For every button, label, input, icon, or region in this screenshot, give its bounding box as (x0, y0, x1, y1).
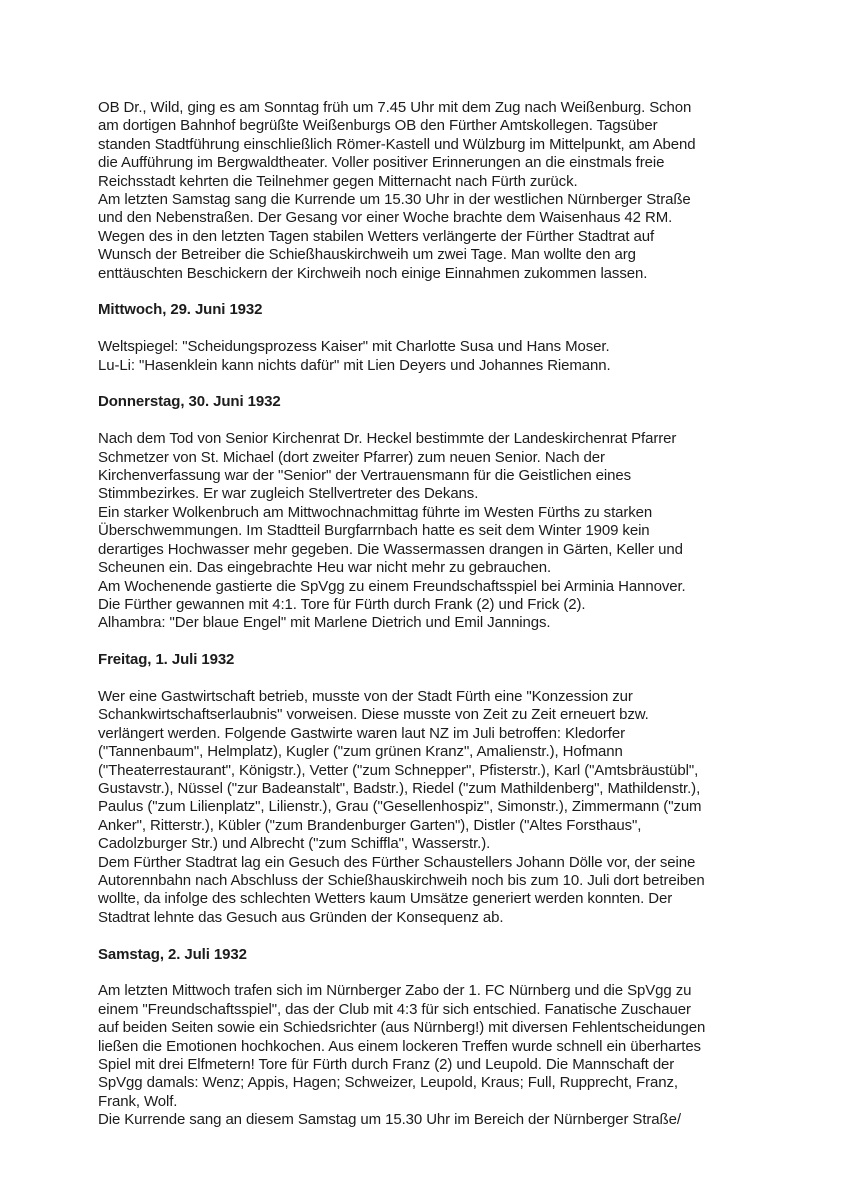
text-line: Autorennbahn nach Abschluss der Schießhauskirchweih noch bis zum 10. Juli dort betreiben (98, 871, 705, 889)
text-line: Am Wochenende gastierte die SpVgg zu einem Freundschaftsspiel bei Arminia Hannover. (98, 577, 686, 595)
text-line: Wegen des in den letzten Tagen stabilen Wetters verlängerte der Fürther Stadtrat auf (98, 227, 655, 245)
text-line: Am letzten Samstag sang die Kurrende um 15.30 Uhr in der westlichen Nürnberger Straße (98, 191, 691, 209)
text-line: SpVgg damals: Wenz; Appis, Hagen; Schweizer, Leupold, Kraus; Full, Rupprecht, Franz, (98, 1074, 678, 1092)
text-line: Anker", Ritterstr.), Kübler ("zum Brandenburger Garten"), Distler ("Altes Forsthaus", (98, 816, 642, 834)
text-line: Frank, Wolf. (98, 1092, 178, 1110)
text-line: Lu-Li: "Hasenklein kann nichts dafür" mit Lien Deyers und Johannes Riemann. (98, 356, 611, 374)
text-line: Überschwemmungen. Im Stadtteil Burgfarrnbach hatte es seit dem Winter 1909 kein (98, 522, 650, 540)
text-line: Weltspiegel: "Scheidungsprozess Kaiser" mit Charlotte Susa und Hans Moser. (98, 338, 610, 356)
text-line: Am letzten Mittwoch trafen sich im Nürnberger Zabo der 1. FC Nürnberg und die SpVgg zu (98, 982, 692, 1000)
text-line: Schankwirtschaftserlaubnis" vorweisen. Diese musste von Zeit zu Zeit erneuert bzw. (98, 706, 649, 724)
text-line: Gustavstr.), Nüssel ("zur Badeanstalt", Badstr.), Riedel ("zum Mathildenberg", Mathildenstr.), (98, 779, 701, 797)
text-line: einem "Freundschaftsspiel", das der Club mit 4:3 für sich entschied. Fanatische Zuschauer (98, 1000, 691, 1018)
section-heading-donnerstag-30-juni-1932: Donnerstag, 30. Juni 1932 (98, 393, 281, 411)
text-line: Die Kurrende sang an diesem Samstag um 15.30 Uhr im Bereich der Nürnberger Straße/ (98, 1111, 681, 1129)
text-line: Dem Fürther Stadtrat lag ein Gesuch des Fürther Schaustellers Johann Dölle vor, der seine (98, 853, 696, 871)
text-line: Schmetzer von St. Michael (dort zweiter Pfarrer) zum neuen Senior. Nach der (98, 448, 605, 466)
text-line: enttäuschten Beschickern der Kirchweih noch einige Einnahmen zukommen lassen. (98, 264, 648, 282)
text-line: Wunsch der Betreiber die Schießhauskirchweih um zwei Tage. Man wollte den arg (98, 246, 636, 264)
text-line: standen Stadtführung einschließlich Römer-Kastell und Wülzburg im Mittelpunkt, am Abend (98, 135, 696, 153)
section-heading-mittwoch-29-juni-1932: Mittwoch, 29. Juni 1932 (98, 301, 263, 319)
text-line: Nach dem Tod von Senior Kirchenrat Dr. Heckel bestimmte der Landeskirchenrat Pfarrer (98, 430, 677, 448)
text-line: Stadtrat lehnte das Gesuch aus Gründen der Konsequenz ab. (98, 908, 504, 926)
text-line: Alhambra: "Der blaue Engel" mit Marlene Dietrich und Emil Jannings. (98, 614, 551, 632)
paragraph-block (98, 982, 758, 1129)
text-line: Die Fürther gewannen mit 4:1. Tore für Fürth durch Frank (2) und Frick (2). (98, 595, 586, 613)
text-line: auf beiden Seiten sowie ein Schiedsrichter (aus Nürnberg!) mit diversen Fehlentscheidungen (98, 1019, 706, 1037)
text-line: Paulus ("zum Lilienplatz", Lilienstr.), Grau ("Gesellenhospiz", Simonstr.), Zimmermann ("zum (98, 798, 702, 816)
text-line: wollte, da infolge des schlechten Wetters kaum Umsätze generiert werden konnten. Der (98, 890, 673, 908)
text-line: OB Dr., Wild, ging es am Sonntag früh um 7.45 Uhr mit dem Zug nach Weißenburg. Schon (98, 99, 692, 116)
paragraph-block (98, 338, 758, 375)
text-line: Scheunen ein. Das eingebrachte Heu war nicht mehr zu gebrauchen. (98, 559, 552, 577)
text-line: Ein starker Wolkenbruch am Mittwochnachmittag führte im Westen Fürths zu starken (98, 503, 653, 521)
text-line: Kirchenverfassung war der "Senior" der Vertrauensmann für die Geistlichen eines (98, 467, 632, 485)
text-line: die Aufführung im Bergwaldtheater. Voller positiver Erinnerungen an die einstmals freie (98, 154, 665, 172)
text-line: ließen die Emotionen hochkochen. Aus einem lockeren Treffen wurde schnell ein überhartes (98, 1037, 701, 1055)
paragraph-block (98, 430, 758, 632)
paragraph-block (98, 99, 758, 283)
text-line: Cadolzburger Str.) und Albrecht ("zum Schiffla", Wasserstr.). (98, 835, 491, 853)
text-line: derartiges Hochwasser mehr gegeben. Die Wassermassen drangen in Gärten, Keller und (98, 540, 683, 558)
text-line: ("Tannenbaum", Helmplatz), Kugler ("zum grünen Kranz", Amalienstr.), Hofmann (98, 743, 623, 761)
text-line: verlängert werden. Folgende Gastwirte waren laut NZ im Juli betroffen: Kledorfer (98, 724, 625, 742)
text-line: ("Theaterrestaurant", Königstr.), Vetter ("zum Schnepper", Pfisterstr.), Karl ("Amtsbräustübl", (98, 761, 699, 779)
text-line: und den Nebenstraßen. Der Gesang vor einer Woche brachte dem Waisenhaus 42 RM. (98, 209, 673, 227)
text-line: Wer eine Gastwirtschaft betrieb, musste von der Stadt Fürth eine "Konzession zur (98, 687, 633, 705)
text-line: am dortigen Bahnhof begrüßte Weißenburgs OB den Fürther Amtskollegen. Tagsüber (98, 117, 658, 135)
section-heading-freitag-1-juli-1932: Freitag, 1. Juli 1932 (98, 651, 235, 669)
text-line: Reichsstadt kehrten die Teilnehmer gegen Mitternacht nach Fürth zurück. (98, 172, 578, 190)
paragraph-block (98, 688, 758, 927)
section-heading-samstag-2-juli-1932: Samstag, 2. Juli 1932 (98, 945, 247, 963)
text-line: Stimmbezirkes. Er war zugleich Stellvertreter des Dekans. (98, 485, 479, 503)
text-line: Spiel mit drei Elfmetern! Tore für Fürth durch Franz (2) und Leupold. Die Mannschaft der (98, 1056, 675, 1073)
